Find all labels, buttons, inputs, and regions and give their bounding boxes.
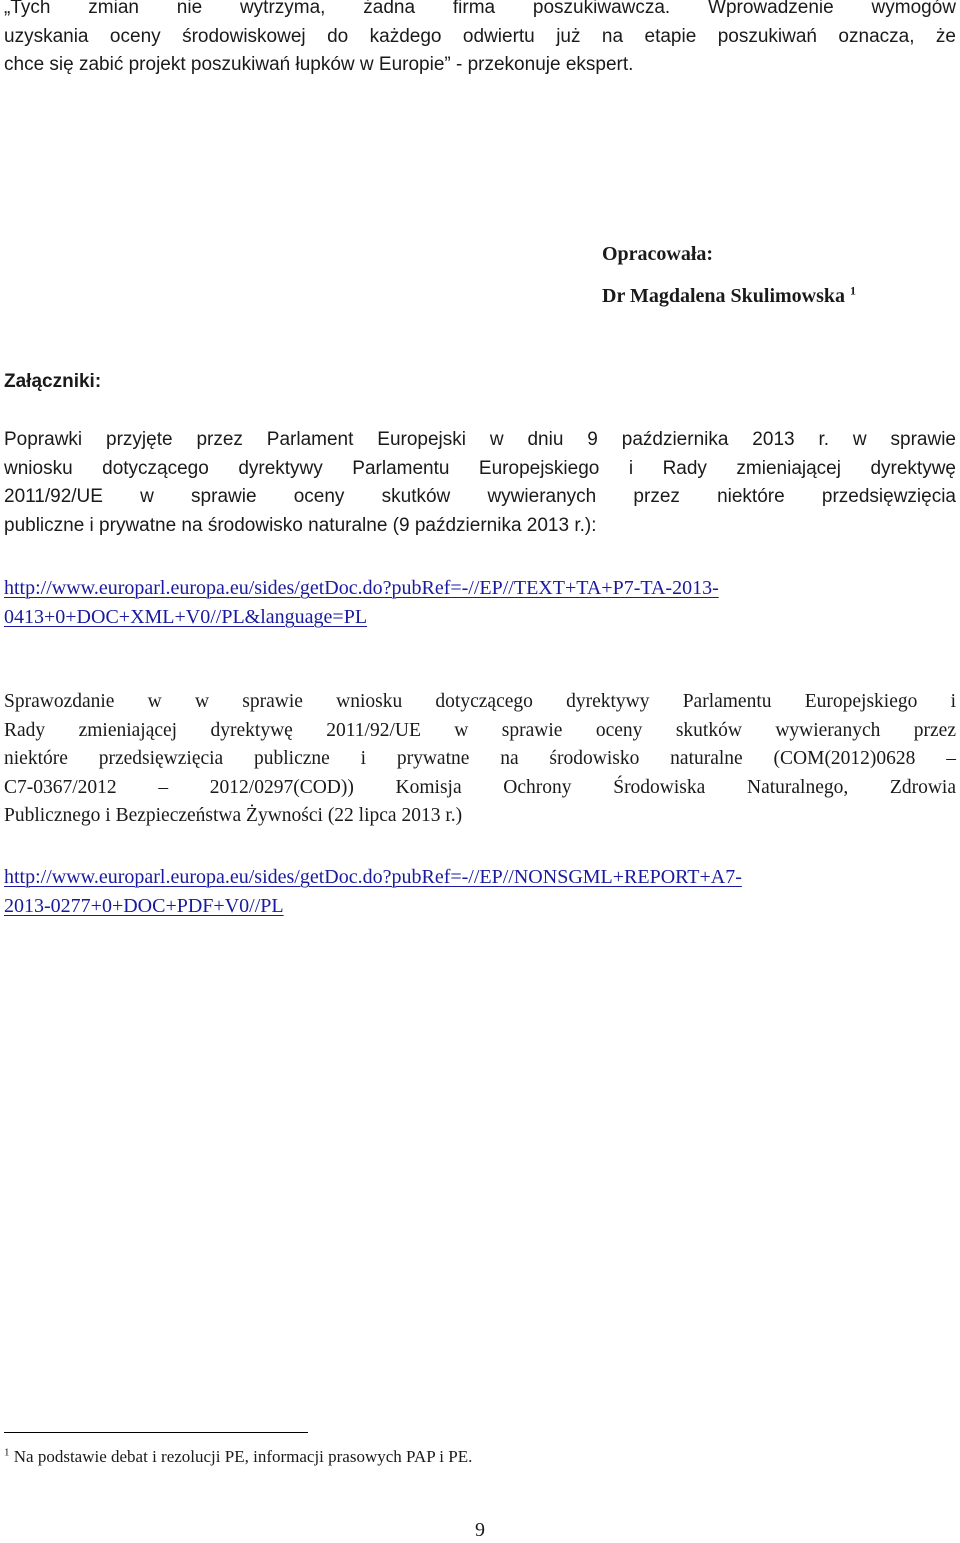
attachment-1-description (4, 426, 956, 540)
attachment-2-link-part-2[interactable]: 2013-0277+0+DOC+PDF+V0//PL (4, 895, 284, 917)
attachment-1-link-part-2[interactable]: 0413+0+DOC+XML+V0//PL&language=PL (4, 606, 368, 628)
attachment-1-line-3: 2011/92/UE w sprawie oceny skutków wywieranych przez niektóre przedsięwzięcia (4, 486, 956, 507)
attachment-2-line-3: niektóre przedsięwzięcia publiczne i prywatne na środowisko naturalne (COM(2012)0628 – (4, 748, 956, 769)
attachment-1-line-1: Poprawki przyjęte przez Parlament Europejski w dniu 9 października 2013 r. w sprawie (4, 429, 956, 450)
author-name: Dr Magdalena Skulimowska (602, 285, 846, 307)
attachment-1-line-2: wniosku dotyczącego dyrektywy Parlamentu Europejskiego i Rady zmieniającej dyrektywę (4, 457, 956, 479)
attachment-2-line-5: Publicznego i Bezpieczeństwa Żywności (22 lipca 2013 r.) (4, 805, 463, 826)
intro-quote-line-2: uzyskania oceny środowiskowej do każdego odwiertu już na etapie poszukiwań oznacza, że (4, 25, 956, 47)
author-name-block (602, 282, 856, 310)
attachment-1-link-block (4, 574, 719, 632)
page-number: 9 (475, 1519, 485, 1541)
attachment-2-line-4: C7-0367/2012 – 2012/0297(COD)) Komisja Ochrony Środowiska Naturalnego, Zdrowia (4, 776, 956, 798)
attachment-2-link-block (4, 863, 742, 921)
attachment-2-link-part-1[interactable]: http://www.europarl.europa.eu/sides/getDoc.do?pubRef=-//EP//NONSGML+REPORT+A7- (4, 866, 742, 888)
footnote-number: 1 (4, 1446, 10, 1459)
attachment-2-line-1: Sprawozdanie w w sprawie wniosku dotyczącego dyrektywy Parlamentu Europejskiego i (4, 691, 956, 712)
attachment-1-link-part-1[interactable]: http://www.europarl.europa.eu/sides/getDoc.do?pubRef=-//EP//TEXT+TA+P7-TA-2013- (4, 577, 719, 599)
intro-quote-line-1: „Tych zmian nie wytrzyma, żadna firma poszukiwawcza. Wprowadzenie wymogów (4, 0, 956, 18)
intro-quote-line-3: chce się zabić projekt poszukiwań łupków w Europie” - przekonuje ekspert. (4, 54, 634, 75)
footnote (4, 1444, 472, 1470)
attachment-2-description (4, 688, 956, 831)
attachment-2-line-2: Rady zmieniającej dyrektywę 2011/92/UE w sprawie oceny skutków wywieranych przez (4, 719, 956, 741)
footnote-text: Na podstawie debat i rezolucji PE, informacji prasowych PAP i PE. (13, 1447, 473, 1466)
footnote-reference: 1 (850, 283, 857, 298)
attachments-heading: Załączniki: (4, 371, 102, 392)
author-label: Opracowała: (602, 243, 714, 265)
footnote-separator (4, 1432, 308, 1433)
intro-quote (4, 0, 956, 80)
attachment-1-line-4: publiczne i prywatne na środowisko naturalne (9 października 2013 r.): (4, 514, 597, 536)
